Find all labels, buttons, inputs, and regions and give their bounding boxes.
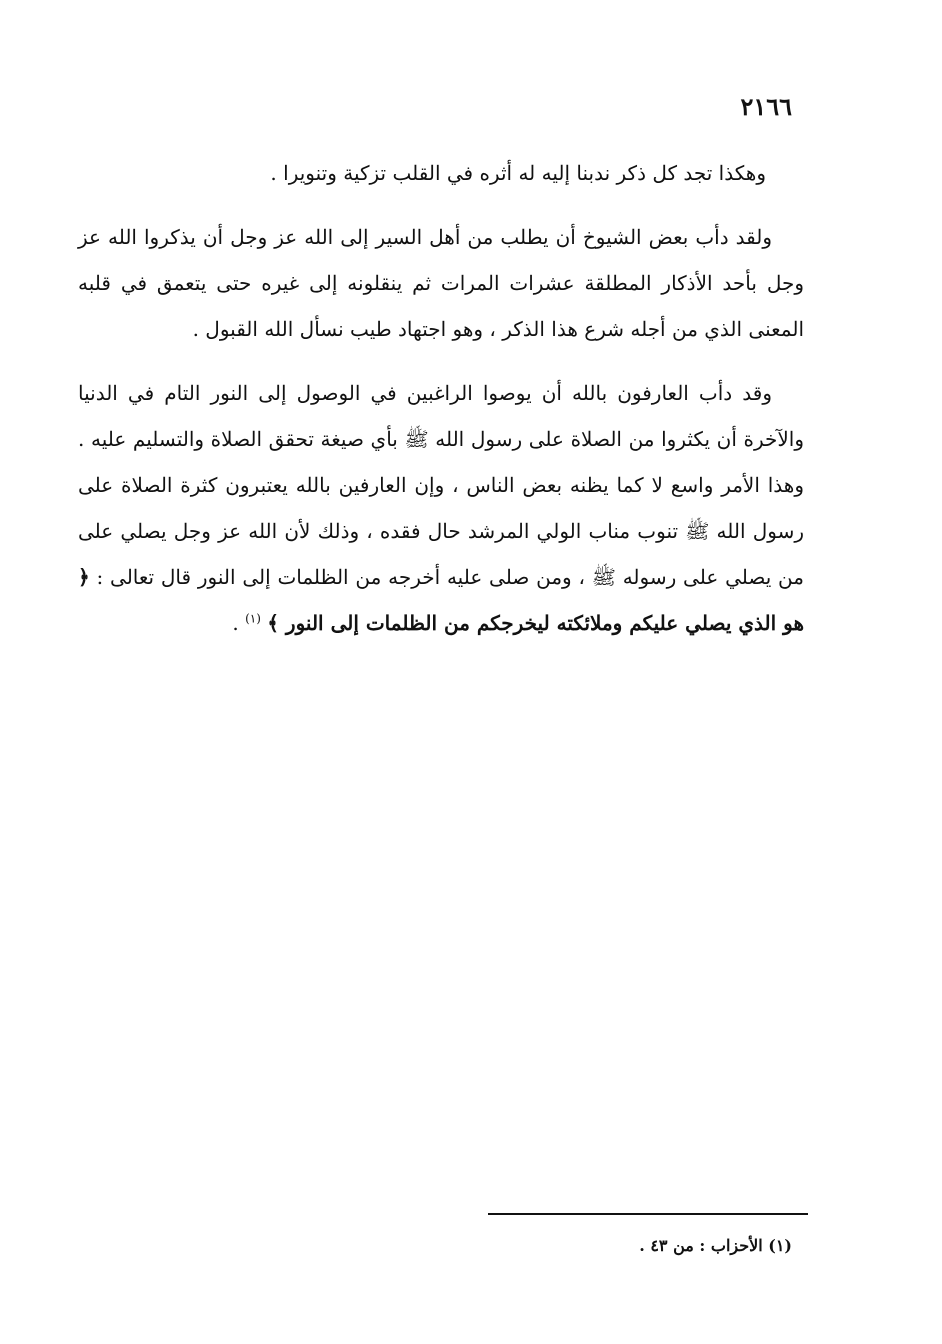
paragraph-1: وهكذا تجد كل ذكر ندبنا إليه له أثره في القلب تزكية وتنويرا . — [270, 161, 766, 185]
footnote-reference: (١) — [245, 611, 261, 626]
paragraph-3-end: . — [232, 611, 246, 635]
body-text — [78, 150, 804, 664]
paragraph-2: ولقد دأب بعض الشيوخ أن يطلب من أهل السير إلى الله عز وجل أن يذكروا الله عز وجل بأحد الأذكار المطلقة عشرات المرات ثم ينقلونه إلى غيره حتى يتعمق في قلبه المعنى الذي من أجله شرع هذا الذكر ، وهو اجتهاد طيب نسأل الله القبول . — [78, 225, 804, 341]
quran-quote: ﴿ هو الذي يصلي عليكم وملائكته ليخرجكم من الظلمات إلى النور ﴾ — [78, 565, 804, 635]
footnote-divider — [488, 1213, 808, 1215]
footnote: (١) الأحزاب : من ٤٣ . — [639, 1236, 792, 1255]
page-number: ٢١٦٦ — [740, 92, 792, 121]
paragraph-3-text: وقد دأب العارفون بالله أن يوصوا الراغبين في الوصول إلى النور التام في الدنيا والآخرة أن يكثروا من الصلاة على رسول الله ﷺ بأي صيغة تحقق الصلاة والتسليم عليه . وهذا الأمر واسع لا كما يظنه بعض الناس ، وإن العارفين بالله يعتبرون كثرة الصلاة على رسول الله ﷺ تنوب مناب الولي المرشد حال فقده ، وذلك لأن الله عز وجل يصلي على من يصلي على رسوله ﷺ ، ومن صلى عليه أخرجه من الظلمات إلى النور قال تعالى : — [78, 381, 804, 589]
paragraph-3 — [78, 370, 804, 646]
